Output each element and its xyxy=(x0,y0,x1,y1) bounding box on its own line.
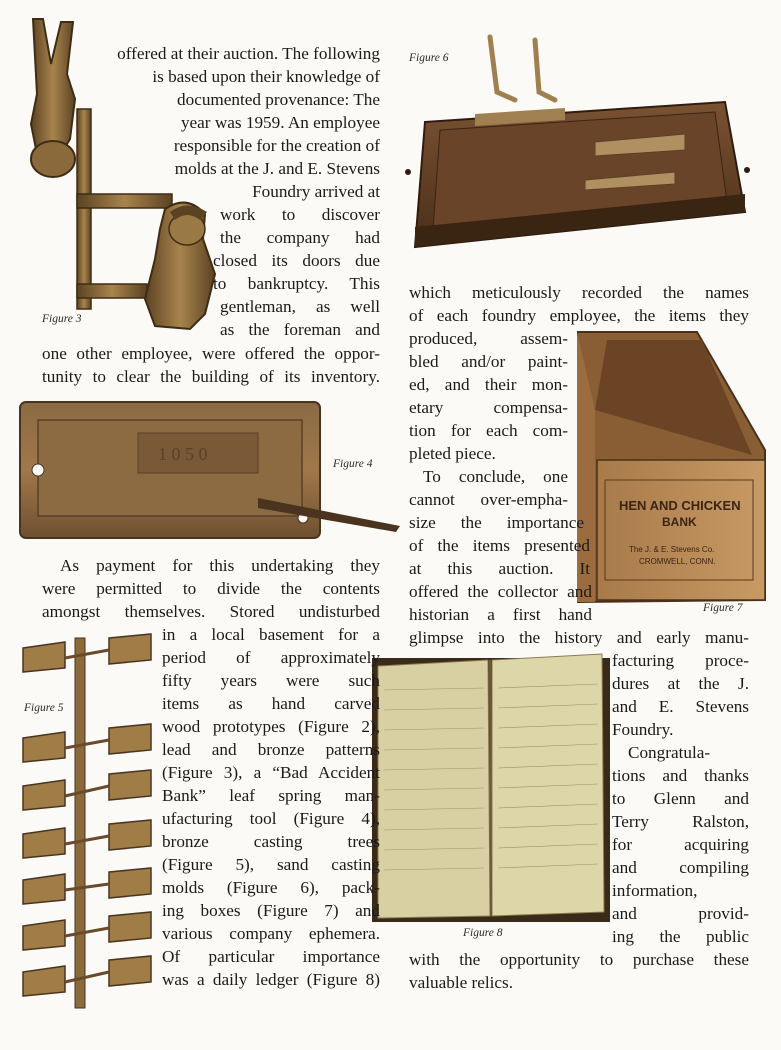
right-column-line: offered the collector and xyxy=(409,582,592,601)
right-column-line: of the items presented xyxy=(409,536,590,555)
left-column-line: ufacturing tool (Figure 4), xyxy=(162,809,380,828)
right-column-line: Foundry. xyxy=(612,720,674,739)
left-column-line: one other employee, were offered the oppor- xyxy=(42,344,380,363)
left-column-line: year was 1959. An employee xyxy=(180,113,380,132)
right-column-line: for acquiring xyxy=(612,835,749,854)
figure-8-image xyxy=(372,650,610,922)
left-column-line: bronze casting trees xyxy=(162,832,380,851)
figure-3-caption: Figure 3 xyxy=(42,313,82,325)
right-column-line: of each foundry employee, the items they xyxy=(409,306,749,325)
left-column-line: closed its doors due xyxy=(213,251,380,270)
box-label-line4: CROMWELL, CONN. xyxy=(639,557,716,566)
left-column-line: tunity to clear the building of its inventory. xyxy=(42,367,380,386)
left-column-line: work to discover xyxy=(220,205,380,224)
left-column-line: lead and bronze patterns xyxy=(162,740,380,759)
left-column-line: responsible for the creation of xyxy=(173,136,380,155)
left-column-line: in a local basement for a xyxy=(162,625,380,644)
left-column-line: is based upon their knowledge of xyxy=(152,67,380,86)
right-column-line: pleted piece. xyxy=(409,444,496,463)
left-column-line: the company had xyxy=(220,228,380,247)
left-column-line: ing boxes (Figure 7) and xyxy=(162,901,380,920)
left-column-line: amongst themselves. Stored undisturbed xyxy=(42,602,380,621)
right-column-line: ing the public xyxy=(612,927,749,946)
left-column-line: period of approximately xyxy=(162,648,380,667)
right-column-line: and provid- xyxy=(612,904,749,923)
right-column-line: and compiling xyxy=(612,858,749,877)
right-column-line: and E. Stevens xyxy=(612,697,749,716)
right-column-line: Congratula- xyxy=(628,743,711,762)
left-column-line: Bank” leaf spring man- xyxy=(162,786,380,805)
right-column-line: to Glenn and xyxy=(612,789,749,808)
right-column-line: tion for each com- xyxy=(409,421,568,440)
right-column-line: tions and thanks xyxy=(612,766,749,785)
right-column-line: historian a first hand xyxy=(409,605,592,624)
left-column-line: to bankruptcy. This xyxy=(213,274,380,293)
right-column-line: Terry Ralston, xyxy=(612,812,749,831)
left-column-line: was a daily ledger (Figure 8) xyxy=(162,970,380,989)
figure-4-caption: Figure 4 xyxy=(333,458,373,470)
figure-7-image xyxy=(577,330,767,605)
right-column-line: information, xyxy=(612,881,698,900)
right-column-line: with the opportunity to purchase these xyxy=(409,950,749,969)
right-column-line: valuable relics. xyxy=(409,973,514,992)
figure-5-image xyxy=(15,628,160,1012)
left-column-line: documented provenance: The xyxy=(177,90,380,109)
left-column-line: various company ephemera. xyxy=(162,924,380,943)
right-column-line: which meticulously recorded the names xyxy=(409,283,749,302)
figure-7-caption: Figure 7 xyxy=(703,602,743,614)
left-column-line: As payment for this undertaking they xyxy=(60,556,380,575)
right-column-line: glimpse into the history and early manu- xyxy=(409,628,749,647)
left-column-line: molds (Figure 6), pack- xyxy=(162,878,380,897)
left-column-line: Foundry arrived at xyxy=(252,182,380,201)
right-column-line: etary compensa- xyxy=(409,398,568,417)
left-column-line: items as hand carved xyxy=(162,694,380,713)
right-column-line: dures at the J. xyxy=(612,674,749,693)
left-column-line: as the foreman and xyxy=(220,320,380,339)
left-column-line: were permitted to divide the contents xyxy=(42,579,380,598)
right-column-line: size the importance xyxy=(409,513,584,532)
figure-6-image xyxy=(405,22,750,262)
figure-8-caption: Figure 8 xyxy=(463,927,503,939)
left-column-line: fifty years were such xyxy=(162,671,380,690)
figure-5-caption: Figure 5 xyxy=(24,702,64,714)
left-column-line: molds at the J. and E. Stevens xyxy=(174,159,380,178)
right-column-line: facturing proce- xyxy=(612,651,749,670)
figure-6-caption: Figure 6 xyxy=(409,52,449,64)
box-label-line1: HEN AND CHICKEN xyxy=(619,498,741,513)
box-label-line3: The J. & E. Stevens Co. xyxy=(629,545,715,554)
right-column-line: at this auction. It xyxy=(409,559,590,578)
right-column-line: bled and/or paint- xyxy=(409,352,568,371)
left-column-line: offered at their auction. The following xyxy=(117,44,380,63)
left-column-line: Of particular importance xyxy=(162,947,380,966)
left-column-line: gentleman, as well xyxy=(220,297,380,316)
left-column-line: (Figure 3), a “Bad Accident xyxy=(162,763,380,782)
svg-text:1 0 5 0: 1 0 5 0 xyxy=(158,444,208,464)
left-column-line: (Figure 5), sand casting xyxy=(162,855,380,874)
box-label-line2: BANK xyxy=(662,515,697,529)
right-column-line: cannot over-empha- xyxy=(409,490,568,509)
right-column-line: produced, assem- xyxy=(409,329,568,348)
right-column-line: ed, and their mon- xyxy=(409,375,568,394)
right-column-line: To conclude, one xyxy=(423,467,568,486)
left-column-line: wood prototypes (Figure 2), xyxy=(162,717,380,736)
